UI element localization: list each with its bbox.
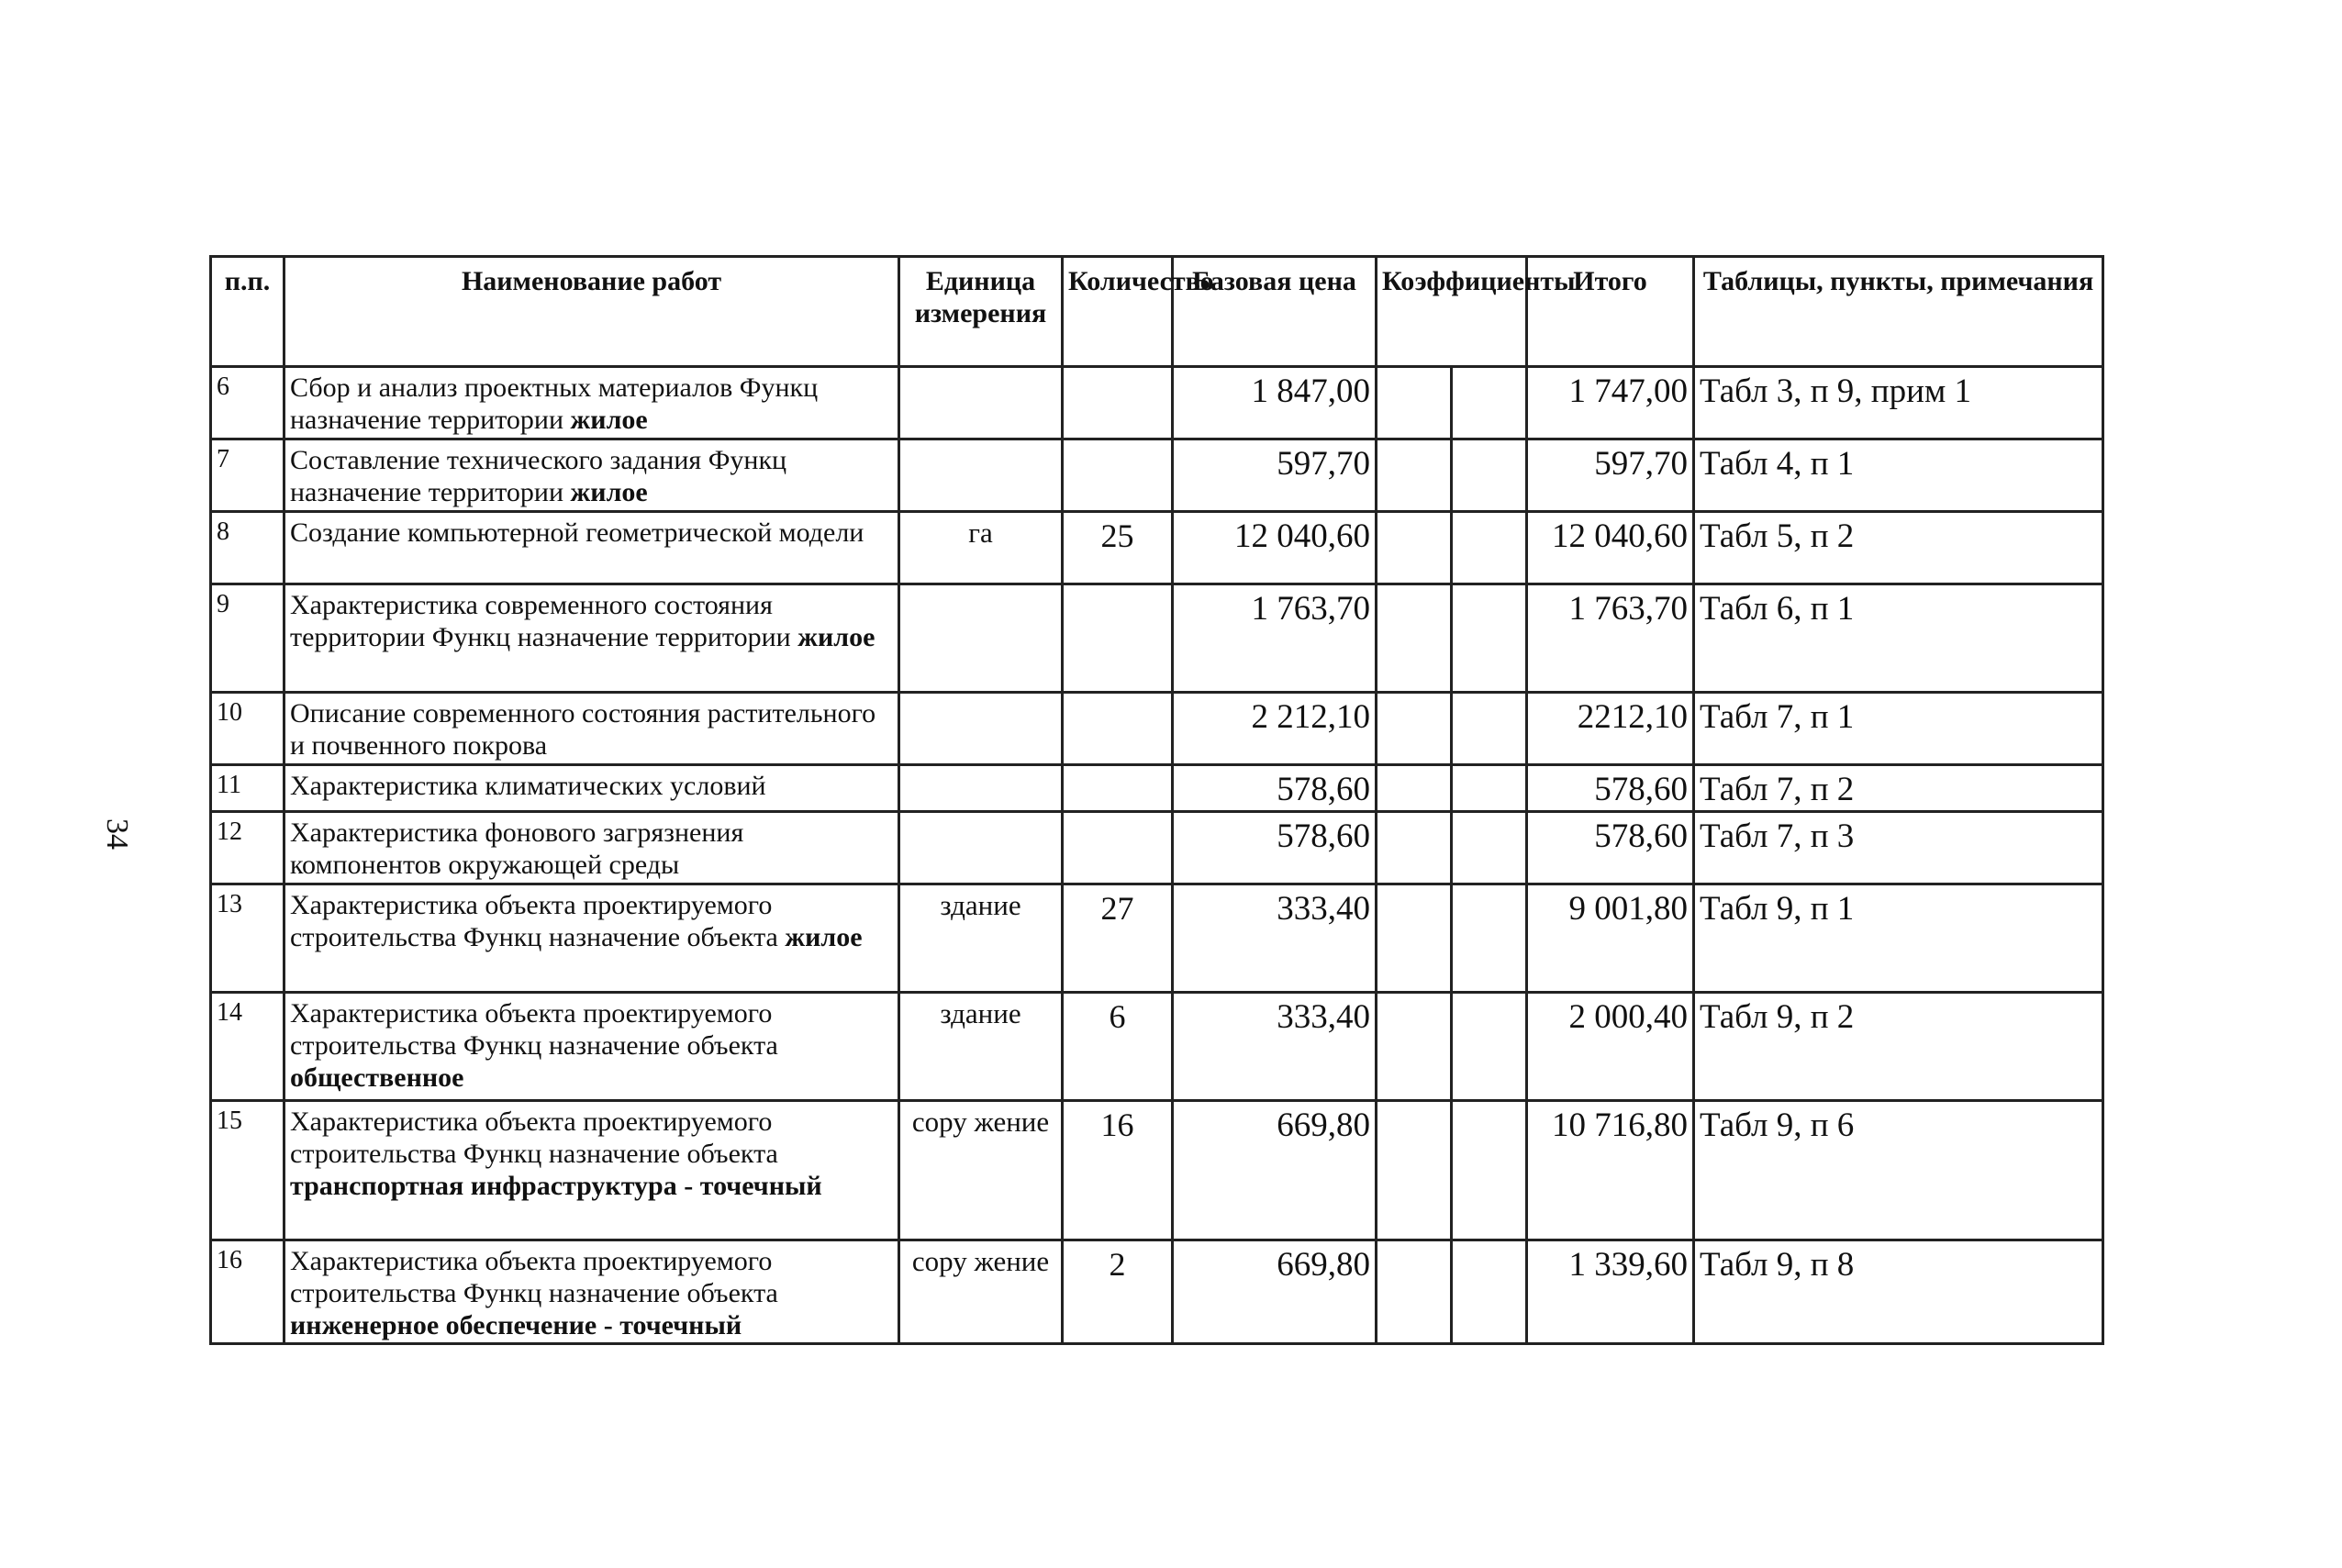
work-name <box>284 884 899 992</box>
total-cell: 1 339,60 <box>1527 1240 1694 1343</box>
table-row <box>211 367 2103 439</box>
unit-cell: здание <box>899 884 1063 992</box>
base-price-cell: 669,80 <box>1173 1100 1377 1240</box>
row-number: 13 <box>211 884 284 992</box>
total-cell: 1 763,70 <box>1527 584 1694 693</box>
work-name-text: Характеристика фонового загрязнения компонентов окружающей среды <box>290 817 744 881</box>
work-name-text: Характеристика современного состояния территории Функц назначение территории <box>290 590 791 653</box>
coefficient-cell-1 <box>1377 765 1452 812</box>
unit-cell <box>899 439 1063 512</box>
total-cell: 2 000,40 <box>1527 992 1694 1100</box>
coefficient-cell-1 <box>1377 512 1452 584</box>
row-number: 14 <box>211 992 284 1100</box>
work-name-text: Характеристика объекта проектируемого строительства Функц назначение объекта <box>290 1245 778 1309</box>
total-cell: 597,70 <box>1527 439 1694 512</box>
work-name-function: жилое <box>570 477 648 508</box>
coefficient-cell-1 <box>1377 1240 1452 1343</box>
header-num: п.п. <box>211 257 284 367</box>
coefficient-cell-2 <box>1452 992 1527 1100</box>
total-cell: 578,60 <box>1527 765 1694 812</box>
unit-cell: га <box>899 512 1063 584</box>
header-note: Таблицы, пункты, примечания <box>1694 257 2103 367</box>
work-name <box>284 811 899 884</box>
coefficient-cell-2 <box>1452 811 1527 884</box>
reference-note-cell: Табл 6, п 1 <box>1694 584 2103 693</box>
coefficient-cell-1 <box>1377 367 1452 439</box>
base-price-cell: 597,70 <box>1173 439 1377 512</box>
quantity-cell <box>1063 811 1173 884</box>
quantity-cell: 27 <box>1063 884 1173 992</box>
work-name <box>284 367 899 439</box>
coefficient-cell-1 <box>1377 1100 1452 1240</box>
work-name <box>284 693 899 765</box>
coefficient-cell-2 <box>1452 1240 1527 1343</box>
quantity-cell: 6 <box>1063 992 1173 1100</box>
coefficient-cell-1 <box>1377 811 1452 884</box>
unit-cell <box>899 367 1063 439</box>
header-unit: Единица измерения <box>899 257 1063 367</box>
base-price-cell: 578,60 <box>1173 765 1377 812</box>
unit-cell <box>899 765 1063 812</box>
table-row <box>211 512 2103 584</box>
base-price-cell: 333,40 <box>1173 992 1377 1100</box>
quantity-cell <box>1063 439 1173 512</box>
work-name <box>284 992 899 1100</box>
reference-note-cell: Табл 9, п 2 <box>1694 992 2103 1100</box>
coefficient-cell-2 <box>1452 765 1527 812</box>
work-name-text: Характеристика объекта проектируемого строительства Функц назначение объекта <box>290 1106 778 1170</box>
header-price: Базовая цена <box>1173 257 1377 367</box>
work-name-text: Создание компьютерной геометрической модели <box>290 517 864 548</box>
work-name-text: Составление технического задания Функц назначение территории <box>290 445 787 508</box>
work-name-text: Характеристика объекта проектируемого строительства Функц назначение объекта <box>290 997 778 1062</box>
row-number: 15 <box>211 1100 284 1240</box>
reference-note-cell: Табл 7, п 2 <box>1694 765 2103 812</box>
header-qty: Количество <box>1063 257 1173 367</box>
table-row <box>211 1100 2103 1240</box>
reference-note-cell: Табл 9, п 6 <box>1694 1100 2103 1240</box>
base-price-cell: 1 763,70 <box>1173 584 1377 693</box>
coefficient-cell-2 <box>1452 367 1527 439</box>
base-price-cell: 333,40 <box>1173 884 1377 992</box>
coefficient-cell-2 <box>1452 584 1527 693</box>
work-name-text: Описание современного состояния растительного и почвенного покрова <box>290 698 876 762</box>
quantity-cell <box>1063 693 1173 765</box>
coefficient-cell-2 <box>1452 439 1527 512</box>
row-number: 9 <box>211 584 284 693</box>
quantity-cell <box>1063 367 1173 439</box>
row-number: 6 <box>211 367 284 439</box>
coefficient-cell-1 <box>1377 992 1452 1100</box>
work-name-text: Характеристика объекта проектируемого строительства Функц назначение объекта <box>290 889 778 953</box>
reference-note-cell: Табл 7, п 1 <box>1694 693 2103 765</box>
reference-note-cell: Табл 9, п 1 <box>1694 884 2103 992</box>
reference-note-cell: Табл 3, п 9, прим 1 <box>1694 367 2103 439</box>
table-row <box>211 584 2103 693</box>
unit-cell: сору жение <box>899 1240 1063 1343</box>
header-name: Наименование работ <box>284 257 899 367</box>
quantity-cell: 16 <box>1063 1100 1173 1240</box>
quantity-cell: 2 <box>1063 1240 1173 1343</box>
row-number: 16 <box>211 1240 284 1343</box>
unit-cell <box>899 811 1063 884</box>
coefficient-cell-2 <box>1452 1100 1527 1240</box>
quantity-cell <box>1063 765 1173 812</box>
work-name <box>284 584 899 693</box>
header-total: Итого <box>1527 257 1694 367</box>
reference-note-cell: Табл 7, п 3 <box>1694 811 2103 884</box>
row-number: 10 <box>211 693 284 765</box>
row-number: 8 <box>211 512 284 584</box>
work-name <box>284 1100 899 1240</box>
row-number: 7 <box>211 439 284 512</box>
row-number: 11 <box>211 765 284 812</box>
base-price-cell: 1 847,00 <box>1173 367 1377 439</box>
coefficient-cell-1 <box>1377 584 1452 693</box>
work-name <box>284 765 899 812</box>
unit-cell <box>899 693 1063 765</box>
total-cell: 9 001,80 <box>1527 884 1694 992</box>
table-row <box>211 1240 2103 1343</box>
work-name-function: жилое <box>570 405 648 436</box>
reference-note-cell: Табл 5, п 2 <box>1694 512 2103 584</box>
work-name <box>284 439 899 512</box>
work-name-function: транспортная инфраструктура - точечный <box>290 1171 822 1202</box>
table-row <box>211 439 2103 512</box>
work-name-function: общественное <box>290 1062 464 1094</box>
coefficient-cell-2 <box>1452 512 1527 584</box>
total-cell: 578,60 <box>1527 811 1694 884</box>
page-number: 34 <box>100 818 134 850</box>
unit-cell: здание <box>899 992 1063 1100</box>
base-price-cell: 578,60 <box>1173 811 1377 884</box>
work-name-function: жилое <box>797 622 875 653</box>
work-name-function: инженерное обеспечение - точечный <box>290 1310 742 1341</box>
total-cell: 12 040,60 <box>1527 512 1694 584</box>
table-header-row <box>211 257 2103 367</box>
row-number: 12 <box>211 811 284 884</box>
reference-note-cell: Табл 4, п 1 <box>1694 439 2103 512</box>
coefficient-cell-2 <box>1452 693 1527 765</box>
total-cell: 2212,10 <box>1527 693 1694 765</box>
unit-cell: сору жение <box>899 1100 1063 1240</box>
base-price-cell: 2 212,10 <box>1173 693 1377 765</box>
table-row <box>211 693 2103 765</box>
reference-note-cell: Табл 9, п 8 <box>1694 1240 2103 1343</box>
coefficient-cell-1 <box>1377 693 1452 765</box>
work-name <box>284 1240 899 1343</box>
base-price-cell: 12 040,60 <box>1173 512 1377 584</box>
works-cost-table <box>209 255 2104 1345</box>
total-cell: 10 716,80 <box>1527 1100 1694 1240</box>
table-row <box>211 884 2103 992</box>
quantity-cell: 25 <box>1063 512 1173 584</box>
table-row <box>211 811 2103 884</box>
table-row <box>211 992 2103 1100</box>
coefficient-cell-1 <box>1377 439 1452 512</box>
coefficient-cell-2 <box>1452 884 1527 992</box>
base-price-cell: 669,80 <box>1173 1240 1377 1343</box>
work-name <box>284 512 899 584</box>
coefficient-cell-1 <box>1377 884 1452 992</box>
total-cell: 1 747,00 <box>1527 367 1694 439</box>
work-name-text: Сбор и анализ проектных материалов Функц назначение территории <box>290 373 819 436</box>
work-name-function: жилое <box>785 922 863 953</box>
unit-cell <box>899 584 1063 693</box>
work-name-text: Характеристика климатических условий <box>290 771 766 801</box>
table-row <box>211 765 2103 812</box>
quantity-cell <box>1063 584 1173 693</box>
header-coef: Коэффициенты <box>1377 257 1527 367</box>
